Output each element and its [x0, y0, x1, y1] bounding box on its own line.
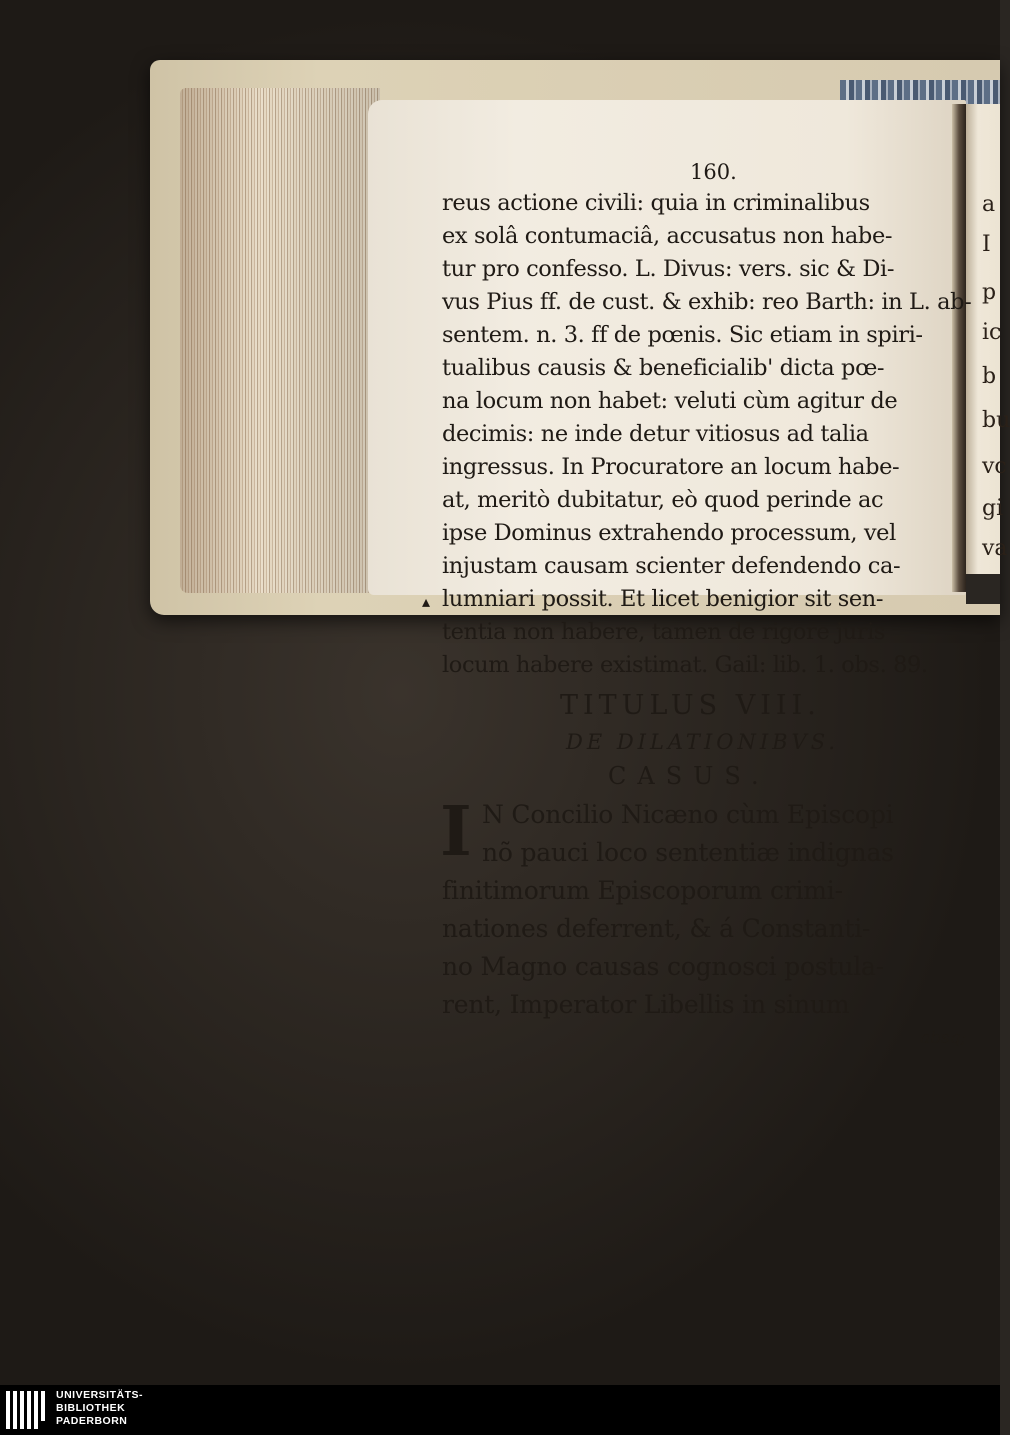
text-line: lumniari possit. Et licet benigior sit sen- [442, 586, 884, 612]
text-line: locum habere existimat. Gail: lib. 1. obs. 89. [442, 652, 928, 678]
text-line: vus Pius ff. de cust. & exhib: reo Barth: in L. ab- [442, 289, 972, 315]
facing-fragment: a [982, 192, 996, 217]
drop-initial: I [440, 792, 472, 872]
facing-fragment: gi [982, 496, 1004, 521]
catchword: absq; [920, 1028, 967, 1048]
page-number: 160. [690, 160, 737, 184]
library-name-line: UNIVERSITÄTS- [56, 1389, 144, 1401]
section-subtitle: DE DILATIONIBVS. [566, 730, 840, 754]
text-line: ingressus. In Procuratore an locum habe- [442, 454, 900, 480]
library-name [56, 1389, 143, 1428]
section-title: TITULUS VIII. [560, 690, 821, 721]
facing-fragment: vc [982, 454, 1007, 479]
margin-mark: ▴ [422, 592, 431, 611]
casus-line: finitimorum Episcoporum crimi- [442, 876, 843, 905]
text-line: na locum non habet: veluti cùm agitur de [442, 388, 898, 414]
text-line: sentem. n. 3. ff de pœnis. Sic etiam in spiri- [442, 322, 923, 348]
facing-fragment: bu [982, 408, 1010, 433]
casus-line: nõ pauci loco sententiæ indignas [482, 838, 894, 867]
library-footer [0, 1385, 1000, 1435]
text-line: reus actione civili: quia in criminalibus [442, 190, 870, 216]
facing-page-fragment [966, 104, 1010, 574]
casus-line: N Concilio Nicæno cùm Episcopi [482, 800, 894, 829]
text-line: injustam causam scienter defendendo ca- [442, 553, 901, 579]
facing-page-shadow [966, 574, 1000, 604]
facing-fragment: I [982, 232, 991, 257]
text-line: tur pro confesso. L. Divus: vers. sic & Di- [442, 256, 895, 282]
library-name-line: PADERBORN [56, 1415, 128, 1427]
library-name-line: BIBLIOTHEK [56, 1402, 126, 1414]
text-line: at, meritò dubitatur, eò quod perinde ac [442, 487, 884, 513]
gutter [952, 104, 966, 592]
casus-heading: CASUS. [608, 762, 770, 790]
facing-fragment: va [982, 536, 1008, 561]
text-line: tentia non habere, tamen de rigore juris [442, 619, 886, 645]
text-line: tualibus causis & beneficialib' dicta pœ- [442, 355, 885, 381]
text-line: ipse Dominus extrahendo processum, vel [442, 520, 896, 546]
facing-fragment: b [982, 364, 997, 389]
casus-line: rent, Imperator Libellis in sinum [442, 990, 850, 1019]
facing-fragment: ic [982, 320, 1002, 345]
text-line: decimis: ne inde detur vitiosus ad talia [442, 421, 869, 447]
text-line: ex solâ contumaciâ, accusatus non habe- [442, 223, 893, 249]
library-logo-icon [6, 1391, 52, 1429]
casus-line: nationes deferrent, & á Constanti- [442, 914, 871, 943]
page-edge-shadow [180, 88, 380, 593]
facing-fragment: p [982, 280, 997, 305]
casus-line: no Magno causas cognosci postula- [442, 952, 884, 981]
